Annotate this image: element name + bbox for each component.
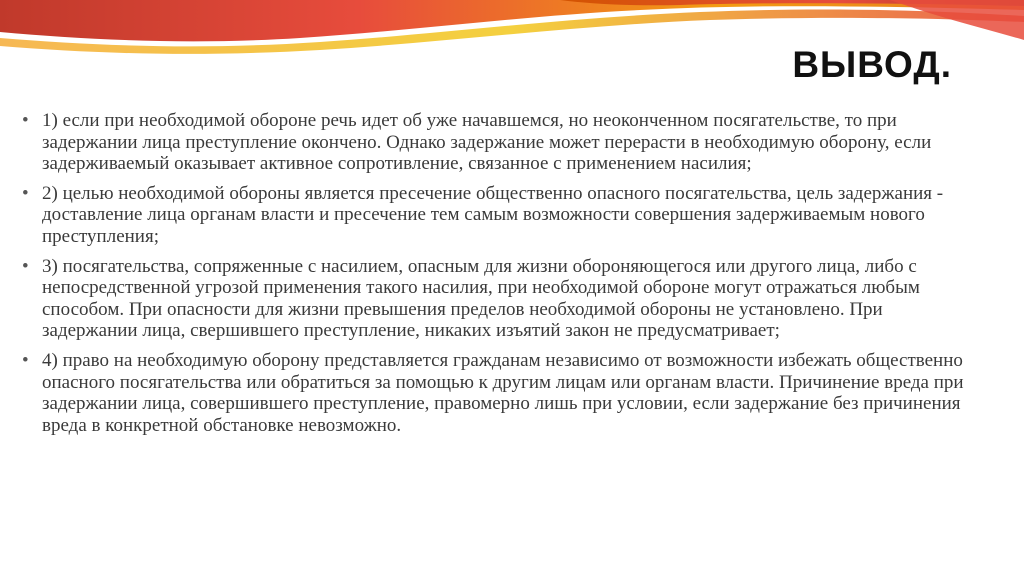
list-item [16,183,966,248]
list-item [16,110,966,175]
list-item [16,350,966,436]
list-item [16,256,966,342]
slide-title: ВЫВОД. [792,44,952,85]
bullet-list [16,110,966,436]
bullet-dot-icon: • [22,182,29,204]
bullet-text: 1) если при необходимой обороне речь идет об уже начавшемся, но неоконченном посягательстве, то при задержании лица преступление окончено. Однако задержание может перерасти в необходимую оборону, если задерживаемый оказывает активное сопротивление, связанное с применением насилия; [42,110,932,175]
wave-band-right [890,0,1024,40]
bullet-text: 3) посягательства, сопряженные с насилием, опасным для жизни обороняющегося или другого лица, либо с непосредственной угрозой применения такого насилия, при необходимой обороне могут отражаться любым способом. При опасности для жизни превышения пределов необходимой обороны не установлено. При задержании лица, свершившего преступление, никаких изъятий закон не предусматривает; [42,255,920,342]
wave-band-main [0,0,1024,41]
bullet-dot-icon: • [22,349,29,371]
bullet-text: 2) целью необходимой обороны является пресечение общественно опасного посягательства, цель задержания - доставление лица органам власти и пресечение тем самым возможности совершения задерживаемым нового преступления; [42,182,944,247]
bullet-text: 4) право на необходимую оборону представляется гражданам независимо от возможности избежать общественно опасного посягательства или обратиться за помощью к другим лицам или органам власти. Причинение вреда при задержании лица, совершившего преступление, правомерно лишь при условии, если задержание без причинения вреда в конкретной обстановке невозможно. [42,349,964,436]
slide-content [16,110,966,444]
bullet-dot-icon: • [22,255,29,277]
bullet-dot-icon: • [22,110,29,131]
